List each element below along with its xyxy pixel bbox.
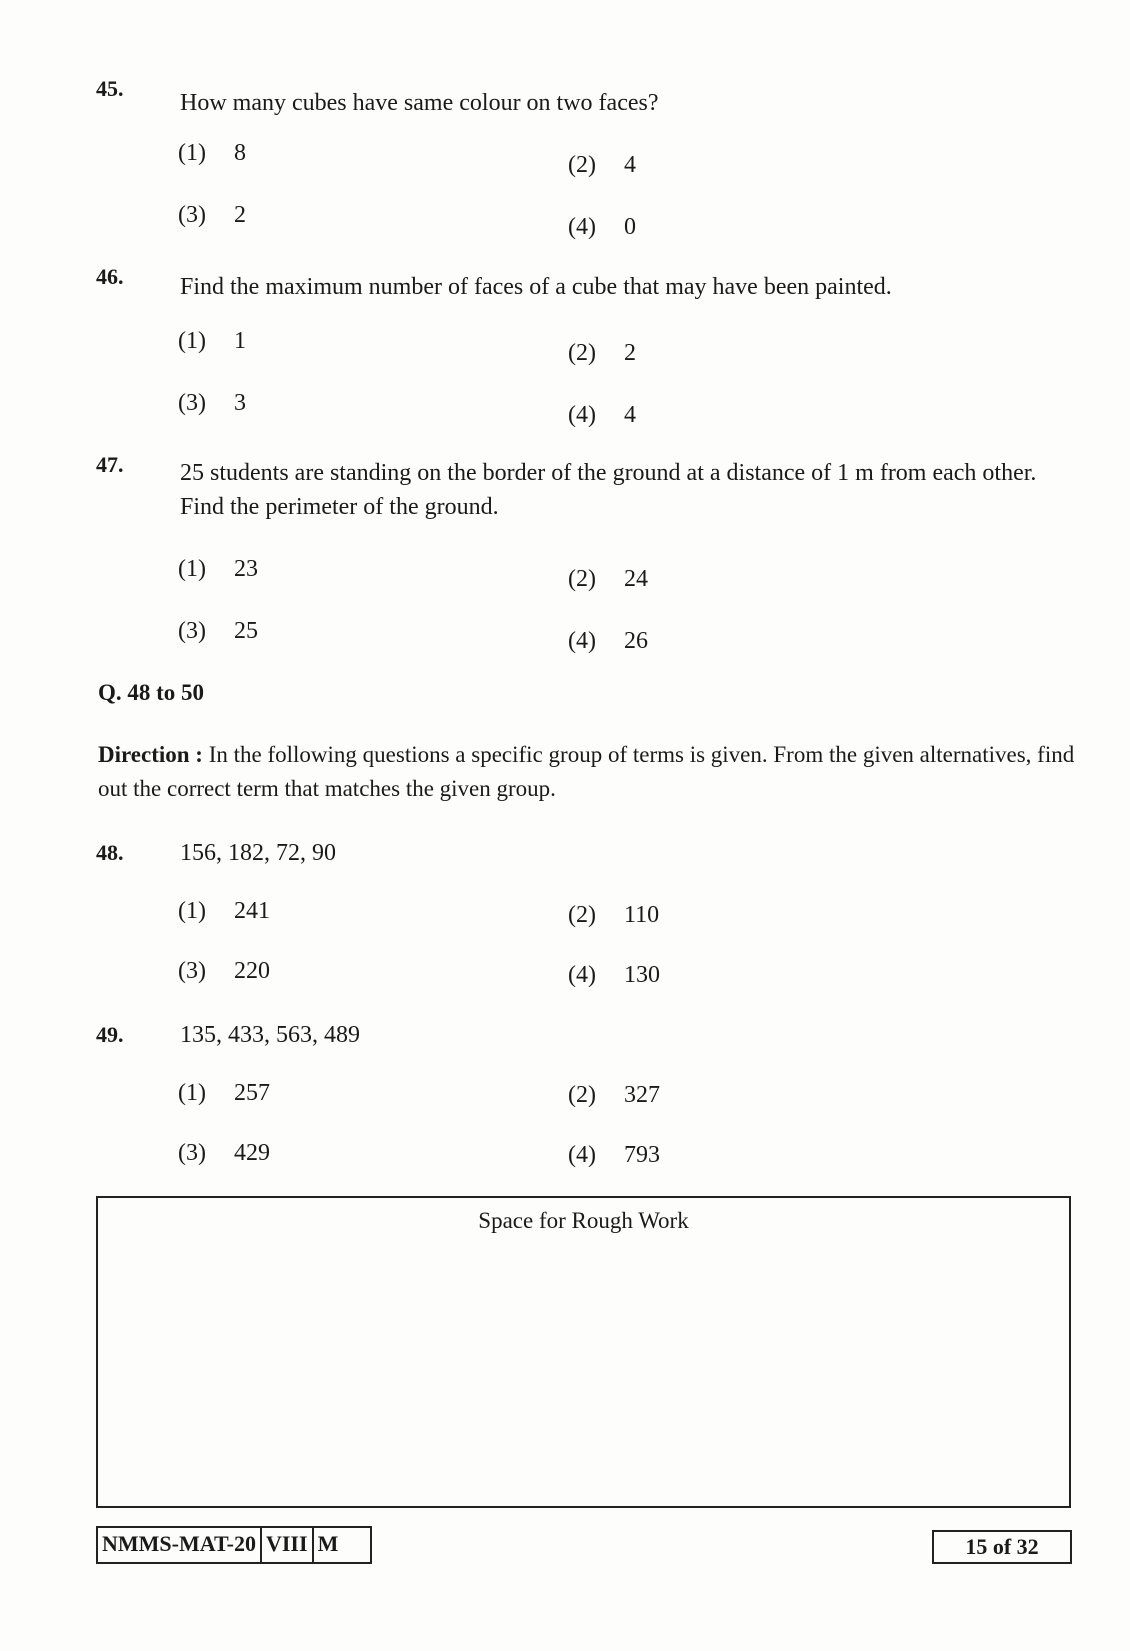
rough-work-title: Space for Rough Work (478, 1208, 689, 1233)
question-text: 135, 433, 563, 489 (180, 1022, 360, 1048)
question-number: 46. (96, 264, 124, 289)
option-1: (1) 8 (178, 140, 246, 166)
class-label: VIII (262, 1528, 314, 1562)
direction-body: In the following questions a specific group of terms is given. From the given alternatives, find out the correct term that matches the given group. (98, 742, 1075, 801)
option-4: (4) 26 (568, 628, 648, 654)
rough-work-box (96, 1196, 1071, 1508)
question-text: 156, 182, 72, 90 (180, 840, 336, 866)
medium-label: M (317, 1531, 339, 1556)
paper-code: NMMS-MAT-20 (98, 1528, 262, 1562)
option-4: (4) 130 (568, 962, 660, 988)
option-1: (1) 1 (178, 328, 246, 354)
option-4: (4) 793 (568, 1142, 660, 1168)
option-3: (3) 3 (178, 390, 246, 416)
question-text: How many cubes have same colour on two faces? (180, 90, 659, 116)
option-3: (3) 220 (178, 958, 270, 984)
option-2: (2) 24 (568, 566, 648, 592)
option-3: (3) 2 (178, 202, 246, 228)
option-2: (2) 110 (568, 902, 660, 928)
option-2: (2) 2 (568, 340, 636, 366)
option-4: (4) 0 (568, 214, 636, 240)
option-1: (1) 23 (178, 556, 258, 582)
option-3: (3) 429 (178, 1140, 270, 1166)
question-number: 49. (96, 1022, 124, 1047)
direction-text (98, 738, 1078, 806)
option-2: (2) 4 (568, 152, 636, 178)
option-1: (1) 257 (178, 1080, 270, 1106)
page-number: 15 of 32 (932, 1530, 1072, 1564)
option-4: (4) 4 (568, 402, 636, 428)
question-number: 48. (96, 840, 124, 865)
question-number: 47. (96, 452, 124, 477)
section-heading: Q. 48 to 50 (98, 680, 205, 705)
question-text: 25 students are standing on the border of the ground at a distance of 1 m from each other. Find the perimeter of the ground. (180, 460, 1037, 520)
direction-label: Direction : (98, 742, 203, 767)
option-1: (1) 241 (178, 898, 270, 924)
question-text: Find the maximum number of faces of a cube that may have been painted. (180, 274, 892, 300)
option-3: (3) 25 (178, 618, 258, 644)
question-number: 45. (96, 76, 124, 101)
option-2: (2) 327 (568, 1082, 660, 1108)
paper-code-box (96, 1526, 372, 1564)
